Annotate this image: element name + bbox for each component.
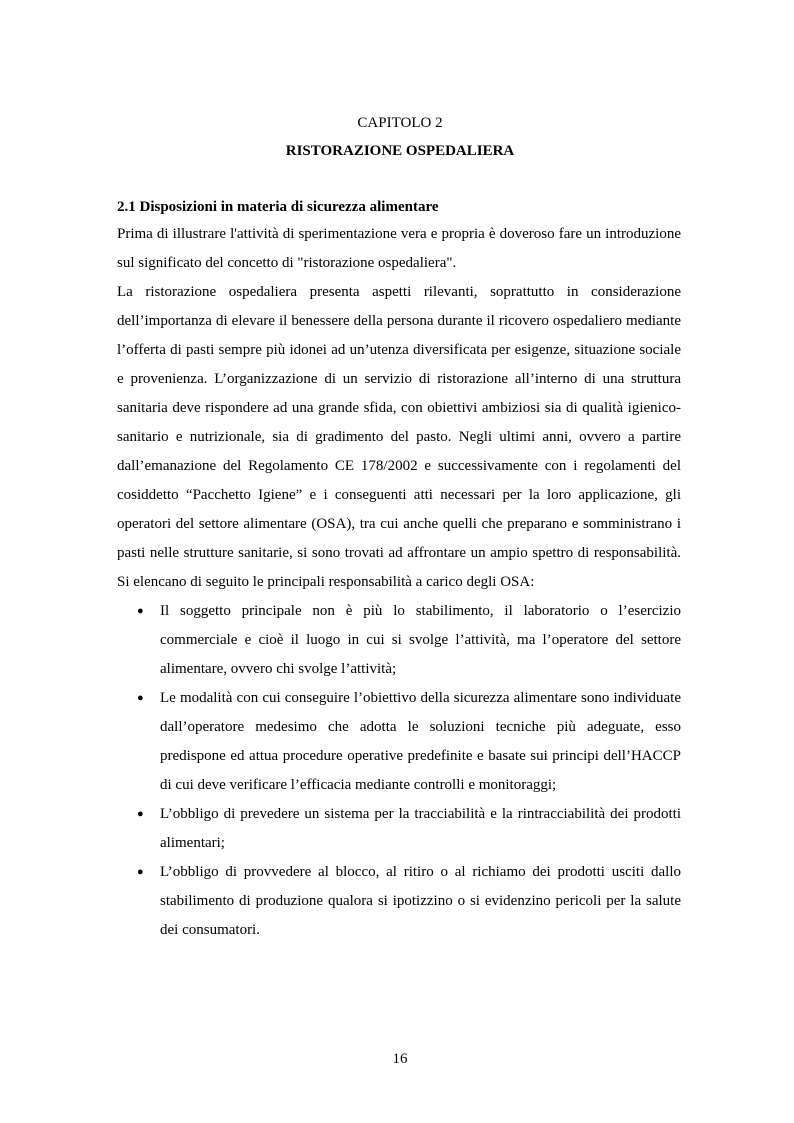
list-item-text: Le modalità con cui conseguire l’obiettivo della sicurezza alimentare sono individuate dall’operatore medesimo che adotta le soluzioni tecniche più adeguate, esso predispone ed attua procedure operative predefinite e basate sui principi dell’HACCP di cui deve verificare l’efficacia mediante controlli e monitoraggi; [160, 690, 681, 793]
bullet-icon: ● [137, 866, 144, 878]
chapter-label: CAPITOLO 2 [357, 115, 443, 131]
chapter-title: RISTORAZIONE OSPEDALIERA [285, 143, 515, 159]
list-item-text: L’obbligo di prevedere un sistema per la tracciabilità e la rintracciabilità dei prodotti alimentari; [160, 806, 681, 851]
bullet-icon: ● [137, 808, 144, 820]
list-item [117, 800, 681, 858]
paragraph-intro: Prima di illustrare l'attività di sperimentazione vera e propria è doveroso fare un introduzione sul significato del concetto di "ristorazione ospedaliera". [117, 226, 681, 271]
body-text [117, 220, 681, 945]
list-item-text: L’obbligo di provvedere al blocco, al ritiro o al richiamo dei prodotti usciti dallo stabilimento di produzione qualora si ipotizzino o si evidenzino pericoli per la salute dei consumatori. [160, 864, 681, 938]
list-item [117, 597, 681, 684]
bullet-icon: ● [137, 692, 144, 704]
list-item-text: Il soggetto principale non è più lo stabilimento, il laboratorio o l’esercizio commerciale e cioè il luogo in cui si svolge l’attività, ma l’operatore del settore alimentare, ovvero chi svolge l’attività; [160, 603, 681, 677]
list-item [117, 684, 681, 800]
list-item [117, 858, 681, 945]
page-number: 16 [392, 1051, 408, 1067]
bullet-icon: ● [137, 605, 144, 617]
section-heading: 2.1 Disposizioni in materia di sicurezza alimentare [117, 199, 439, 215]
paragraph-main: La ristorazione ospedaliera presenta aspetti rilevanti, soprattutto in considerazione dell’importanza di elevare il benessere della persona durante il ricovero ospedaliero mediante l’offerta di pasti sempre più idonei ad un’utenza diversificata per esigenze, situazione sociale e provenienza. L’organizzazione di un servizio di ristorazione all’interno di una struttura sanitaria deve rispondere ad una grande sfida, con obiettivi ambiziosi sia di qualità igienico-sanitario e nutrizionale, sia di gradimento del pasto. Negli ultimi anni, ovvero a partire dall’emanazione del Regolamento CE 178/2002 e successivamente con i regolamenti del cosiddetto “Pacchetto Igiene” e i conseguenti atti necessari per la loro applicazione, gli operatori del settore alimentare (OSA), tra cui anche quelli che preparano e somministrano i pasti nelle strutture sanitarie, si sono trovati ad affrontare un ampio spettro di responsabilità. Si elencano di seguito le principali responsabilità a carico degli OSA: [117, 284, 681, 590]
responsibility-list [117, 597, 681, 945]
